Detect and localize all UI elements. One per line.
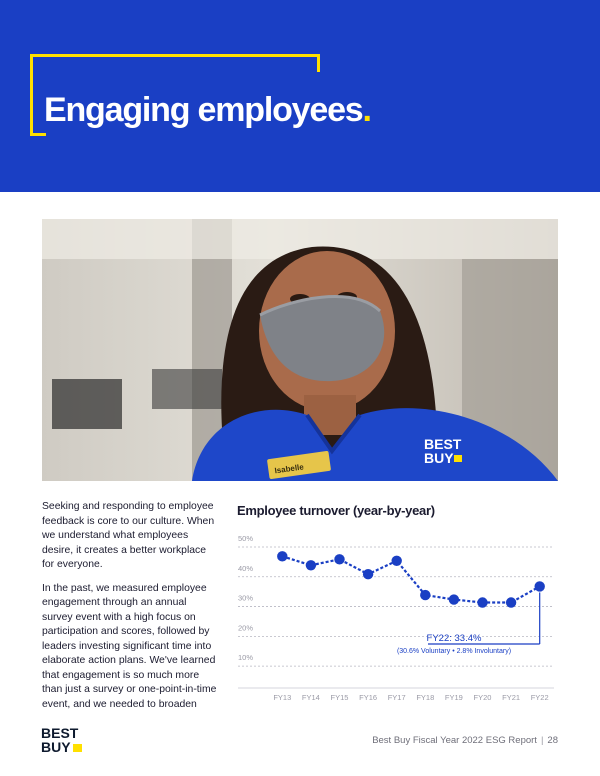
y-tick-label: 20% (238, 623, 254, 633)
x-tick-label: FY13 (273, 693, 292, 702)
page-title (44, 90, 371, 130)
page-number: 28 (547, 735, 558, 746)
y-tick-label: 30% (238, 593, 254, 603)
report-name: Best Buy Fiscal Year 2022 ESG Report (372, 735, 537, 746)
x-tick-label: FY20 (473, 693, 492, 702)
shirt-logo-line1: BEST (424, 436, 462, 452)
data-point (363, 569, 373, 579)
employee-photo-illustration (42, 219, 558, 481)
shirt-logo-line2: BUY (424, 450, 454, 466)
series-line (282, 556, 539, 602)
title-frame-accent-right (317, 54, 320, 72)
name-badge-text: Isabelle (273, 462, 305, 476)
annotation-detail: (30.6% Voluntary • 2.8% Involuntary) (396, 648, 512, 655)
employee-photo (42, 219, 558, 481)
data-point (392, 556, 402, 566)
data-point (420, 590, 430, 600)
chart-title: Employee turnover (year-by-year) (237, 503, 435, 518)
x-tick-label: FY22 (530, 693, 549, 702)
x-tick-label: FY19 (444, 693, 463, 702)
body-text (42, 500, 218, 721)
body-paragraph-2: In the past, we measured employee engagement through an annual survey event with a high focus on participation and scores, followed by leaders investing significant time into elaborate action plans. We've learned that engagement is so much more than just a survey or one-point-in-time event, and we needed to broaden (42, 582, 217, 710)
logo-tag (73, 744, 82, 752)
x-tick-label: FY21 (502, 693, 521, 702)
best-buy-logo (41, 725, 85, 755)
body-paragraph-1: Seeking and responding to employee feedback is core to our culture. When we understand what employees desire, it creates a better workplace for everyone. (42, 501, 215, 570)
page-title-text: Engaging employees (44, 91, 363, 129)
data-point (477, 597, 487, 607)
y-tick-label: 40% (238, 563, 254, 573)
x-tick-label: FY18 (416, 693, 435, 702)
page-title-dot: . (362, 91, 371, 129)
data-point (277, 551, 287, 561)
title-frame-accent-bottom (30, 133, 46, 136)
x-tick-label: FY15 (330, 693, 349, 702)
shirt-logo-tag (454, 455, 462, 462)
footer-separator: | (540, 735, 544, 746)
data-point (306, 560, 316, 570)
data-point (334, 554, 344, 564)
x-tick-label: FY14 (301, 693, 320, 702)
data-point (449, 594, 459, 604)
annotation-title: FY22: 33.4% (426, 633, 482, 644)
footer-caption (372, 735, 558, 746)
data-point (506, 597, 516, 607)
y-tick-label: 10% (238, 653, 254, 663)
data-point (535, 581, 545, 591)
x-tick-label: FY17 (387, 693, 406, 702)
x-tick-label: FY16 (359, 693, 378, 702)
turnover-chart (232, 522, 562, 702)
hero-banner (0, 0, 600, 192)
logo-line1: BEST (41, 725, 79, 741)
y-tick-label: 50% (238, 533, 254, 543)
logo-line2: BUY (41, 739, 71, 755)
